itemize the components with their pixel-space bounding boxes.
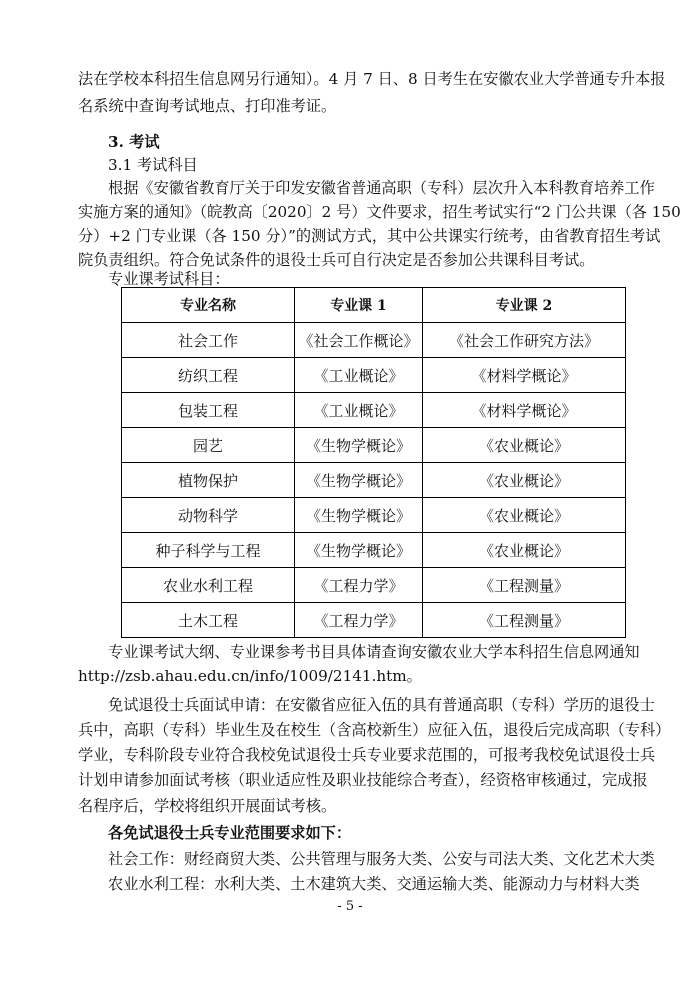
table-row — [122, 393, 626, 428]
paragraph-line: 免试退役士兵面试申请：在安徽省应征入伍的具有普通高职（专科）学历的退役士 — [108, 696, 655, 714]
table-cell-major: 包装工程 — [122, 393, 295, 428]
table-cell-course-1: 《生物学概论》 — [295, 428, 423, 463]
paragraph-line: 实施方案的通知》（皖教高〔2020〕2 号）文件要求，招生考试实行“2 门公共课（各 150 — [78, 203, 681, 221]
table-cell-course-2: 《社会工作研究方法》 — [423, 323, 626, 358]
table-cell-course-1: 《社会工作概论》 — [295, 323, 423, 358]
table-cell-major: 农业水利工程 — [122, 568, 295, 603]
table-row — [122, 498, 626, 533]
table-row — [122, 323, 626, 358]
list-item: 社会工作：财经商贸大类、公共管理与服务大类、公安与司法大类、文化艺术大类 — [108, 850, 655, 868]
table-row — [122, 533, 626, 568]
column-header-course-2: 专业课 2 — [423, 288, 626, 323]
table-cell-course-1: 《生物学概论》 — [295, 533, 423, 568]
table-cell-major: 园艺 — [122, 428, 295, 463]
paragraph-line: 学业，专科阶段专业符合我校免试退役士兵专业要求范围的，可报考我校免试退役士兵 — [78, 746, 656, 764]
column-header-course-1: 专业课 1 — [295, 288, 423, 323]
paragraph-line: 专业课考试科目： — [108, 270, 230, 288]
table-cell-course-1: 《工业概论》 — [295, 393, 423, 428]
table-cell-course-1: 《工程力学》 — [295, 568, 423, 603]
list-item: 农业水利工程：水利大类、土木建筑大类、交通运输大类、能源动力与材料大类 — [108, 875, 640, 893]
subsection-heading: 3.1 考试科目 — [108, 156, 198, 174]
table-cell-major: 动物科学 — [122, 498, 295, 533]
paragraph-line: 根据《安徽省教育厅关于印发安徽省普通高职（专科）层次升入本科教育培养工作 — [108, 179, 655, 197]
table-cell-course-2: 《农业概论》 — [423, 428, 626, 463]
column-header-major: 专业名称 — [122, 288, 295, 323]
paragraph-line: 专业课考试大纲、专业课参考书目具体请查询安徽农业大学本科招生信息网通知 — [108, 643, 640, 661]
paragraph-line: 院负责组织。符合免试条件的退役士兵可自行决定是否参加公共课科目考试。 — [78, 251, 595, 269]
paragraph-line: 兵中，高职（专科）毕业生及在校生（含高校新生）应征入伍，退役后完成高职（专科） — [78, 721, 671, 739]
paragraph-line: 名程序后，学校将组织开展面试考核。 — [78, 797, 337, 815]
table-cell-course-1: 《工程力学》 — [295, 603, 423, 638]
list-heading: 各免试退役士兵专业范围要求如下： — [108, 824, 351, 842]
table-header-row — [122, 288, 626, 323]
table-cell-course-2: 《农业概论》 — [423, 533, 626, 568]
paragraph-line: 法在学校本科招生信息网另行通知）。4 月 7 日、8 日考生在安徽农业大学普通专升本报 — [78, 70, 666, 88]
table-cell-course-1: 《生物学概论》 — [295, 463, 423, 498]
table-row — [122, 358, 626, 393]
table-cell-course-2: 《材料学概论》 — [423, 393, 626, 428]
table-cell-course-2: 《农业概论》 — [423, 463, 626, 498]
page-number: - 5 - — [337, 899, 363, 914]
table-cell-course-2: 《工程测量》 — [423, 603, 626, 638]
table-cell-course-2: 《农业概论》 — [423, 498, 626, 533]
table-cell-course-2: 《工程测量》 — [423, 568, 626, 603]
table-cell-major: 土木工程 — [122, 603, 295, 638]
table-cell-major: 植物保护 — [122, 463, 295, 498]
table-cell-course-2: 《材料学概论》 — [423, 358, 626, 393]
reference-link[interactable]: http://zsb.ahau.edu.cn/info/1009/2141.htm。 — [78, 667, 422, 685]
table-row — [122, 428, 626, 463]
section-heading: 3. 考试 — [108, 133, 160, 151]
table-cell-course-1: 《生物学概论》 — [295, 498, 423, 533]
table-cell-course-1: 《工业概论》 — [295, 358, 423, 393]
table-row — [122, 603, 626, 638]
table-row — [122, 568, 626, 603]
table-cell-major: 社会工作 — [122, 323, 295, 358]
table-cell-major: 纺织工程 — [122, 358, 295, 393]
paragraph-line: 名系统中查询考试地点、打印准考证。 — [78, 97, 337, 115]
table-cell-major: 种子科学与工程 — [122, 533, 295, 568]
table-row — [122, 463, 626, 498]
exam-subjects-table — [121, 287, 626, 638]
paragraph-line: 分）+2 门专业课（各 150 分）”的测试方式，其中公共课实行统考，由省教育招生考试 — [78, 227, 661, 245]
paragraph-line: 计划申请参加面试考核（职业适应性及职业技能综合考查），经资格审核通过，完成报 — [78, 771, 648, 789]
